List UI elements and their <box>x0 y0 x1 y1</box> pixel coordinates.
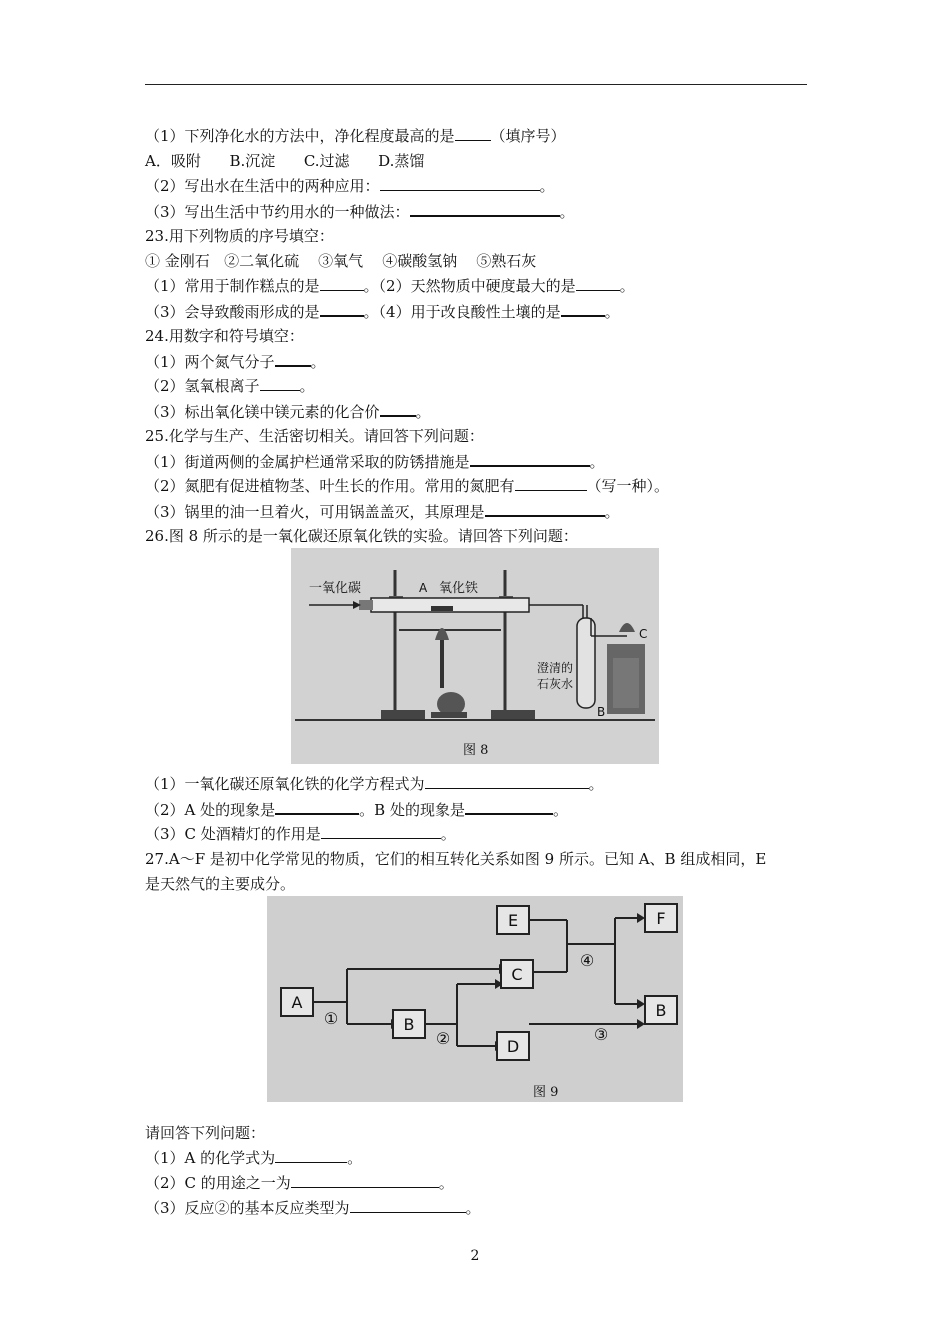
q24-part1: （1）两个氮气分子 。 <box>145 353 326 371</box>
reaction-3-label: ③ <box>593 1025 609 1044</box>
q23-part2: （3）会导致酸雨形成的是 。（4）用于改良酸性土壤的是 。 <box>145 303 620 321</box>
q24-part2: （2）氢氧根离子 。 <box>145 377 315 395</box>
reaction-2-label: ② <box>435 1029 451 1048</box>
label-co: 一氧化碳 <box>309 581 362 596</box>
reaction-4-label: ④ <box>579 951 595 970</box>
q23-items: ① 金刚石 ②二氧化硫 ③氧气 ④碳酸氢钠 ⑤熟石灰 <box>145 252 537 270</box>
node-c: C <box>511 965 523 984</box>
answer-blank[interactable] <box>320 301 364 317</box>
node-f: F <box>656 909 666 928</box>
answer-blank[interactable] <box>320 276 364 291</box>
figure-9-diagram <box>267 896 683 1102</box>
q22-part1: （1）下列净化水的方法中，净化程度最高的是 （填序号） <box>145 127 566 145</box>
figure-9-caption: 图 9 <box>533 1085 559 1100</box>
q26-part3: （3）C 处酒精灯的作用是 。 <box>145 825 456 843</box>
figure-8-caption: 图 8 <box>463 743 489 758</box>
node-a: A <box>291 993 303 1012</box>
reaction-1-label: ① <box>323 1009 339 1028</box>
figure-8-apparatus <box>291 548 659 764</box>
label-b: B <box>597 705 606 719</box>
q25-part1: （1）街道两侧的金属护栏通常采取的防锈措施是 。 <box>145 453 605 471</box>
label-fe2o3: 氧化铁 <box>439 581 479 596</box>
answer-blank[interactable] <box>380 176 540 191</box>
q26-part2: （2）A 处的现象是 。B 处的现象是 。 <box>145 801 568 819</box>
figure-8-drawing <box>291 548 659 764</box>
label-limewater-1: 澄清的 <box>537 661 574 675</box>
q26-title: 26.图 8 所示的是一氧化碳还原氧化铁的实验。请回答下列问题： <box>145 527 578 545</box>
q24-title: 24.用数字和符号填空： <box>145 327 304 345</box>
q23-title: 23.用下列物质的序号填空： <box>145 227 334 245</box>
node-b: B <box>403 1015 415 1034</box>
q27-title-line2: 是天然气的主要成分。 <box>145 875 296 893</box>
answer-blank[interactable] <box>321 824 441 839</box>
answer-blank[interactable] <box>576 276 620 291</box>
q22-part3: （3）写出生活中节约用水的一种做法： 。 <box>145 203 575 221</box>
q25-part3: （3）锅里的油一旦着火，可用锅盖盖灭，其原理是 。 <box>145 503 620 521</box>
q25-part2: （2）氮肥有促进植物茎、叶生长的作用。常用的氮肥有 （写一种）。 <box>145 477 670 495</box>
node-b-2: B <box>655 1001 667 1020</box>
answer-blank[interactable] <box>465 799 553 815</box>
node-d: D <box>506 1037 520 1056</box>
header-rule <box>145 84 807 85</box>
q26-part1: （1）一氧化碳还原氧化铁的化学方程式为 。 <box>145 775 604 793</box>
answer-blank[interactable] <box>380 401 416 417</box>
answer-blank[interactable] <box>275 799 359 815</box>
answer-blank[interactable] <box>455 126 491 141</box>
answer-blank[interactable] <box>260 376 300 391</box>
answer-blank[interactable] <box>485 501 605 517</box>
q25-title: 25.化学与生产、生活密切相关。请回答下列问题： <box>145 427 484 445</box>
answer-blank[interactable] <box>470 451 590 467</box>
answer-blank[interactable] <box>515 476 587 491</box>
answer-blank[interactable] <box>275 1148 347 1163</box>
q23-part1: （1）常用于制作糕点的是 。（2）天然物质中硬度最大的是 。 <box>145 277 635 295</box>
q27-title-line1: 27.A～F 是初中化学常见的物质，它们的相互转化关系如图 9 所示。已知 A、B 组成相同，E <box>145 850 767 868</box>
page-number: 2 <box>470 1248 480 1264</box>
answer-blank[interactable] <box>561 301 605 317</box>
q27-part1: （1）A 的化学式为 。 <box>145 1149 363 1167</box>
label-a: A <box>419 581 428 595</box>
q27-part3: （3）反应②的基本反应类型为 。 <box>145 1199 481 1217</box>
answer-blank[interactable] <box>350 1198 466 1213</box>
answer-blank[interactable] <box>275 351 311 367</box>
q22-part2: （2）写出水在生活中的两种应用： 。 <box>145 177 555 195</box>
q27-prompt: 请回答下列问题： <box>145 1124 266 1142</box>
answer-blank[interactable] <box>291 1173 439 1188</box>
label-limewater-2: 石灰水 <box>537 677 574 691</box>
answer-blank[interactable] <box>410 201 560 217</box>
figure-9-drawing <box>267 896 683 1102</box>
q24-part3: （3）标出氧化镁中镁元素的化合价 。 <box>145 403 431 421</box>
node-e: E <box>507 911 519 930</box>
q22-options: A．吸附 B.沉淀 C.过滤 D.蒸馏 <box>145 152 425 170</box>
answer-blank[interactable] <box>425 774 589 789</box>
q27-part2: （2）C 的用途之一为 。 <box>145 1174 454 1192</box>
label-c: C <box>639 627 648 641</box>
